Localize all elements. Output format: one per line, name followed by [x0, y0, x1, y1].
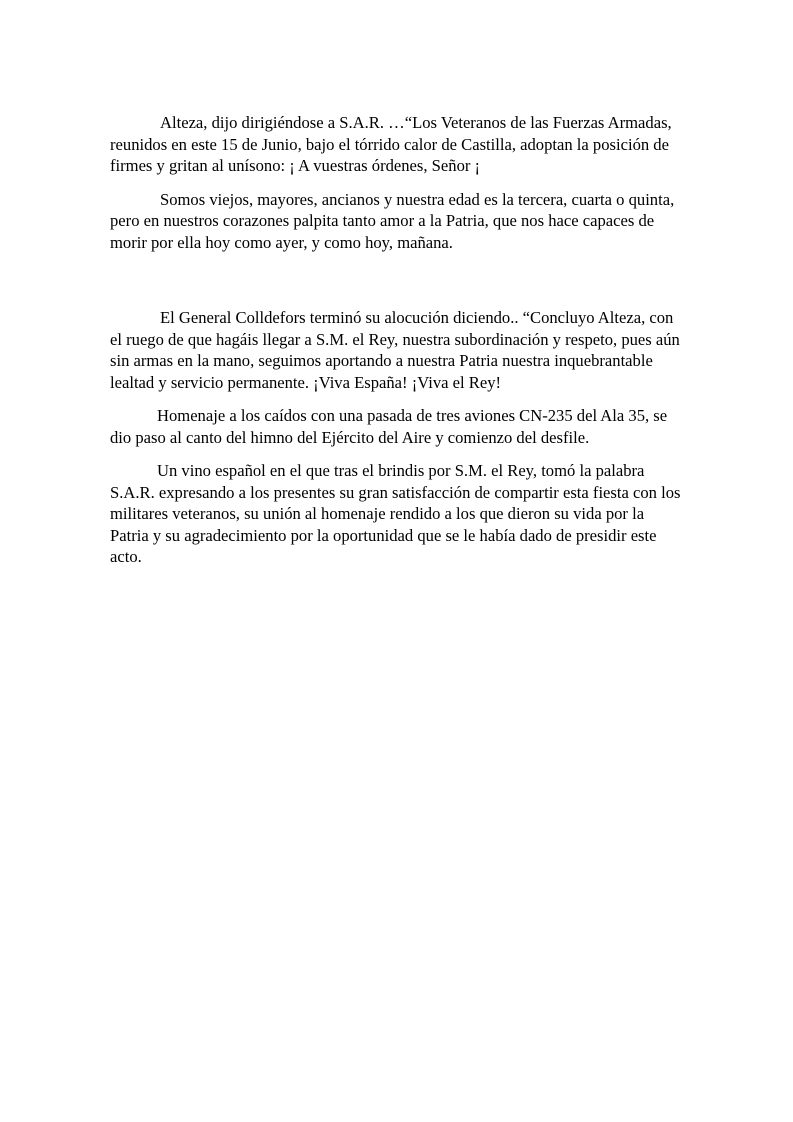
paragraph-general-closing: El General Colldefors terminó su alocución diciendo.. “Concluyo Alteza, con el ruego de que hagáis llegar a S.M. el Rey, nuestra subordinación y respeto, pues aún sin armas en la mano, seguimos aportando a nuestra Patria nuestra inquebrantable lealtad y servicio permanente. ¡Viva España! ¡Viva el Rey!: [110, 308, 680, 392]
paragraph-tribute-flyover: Homenaje a los caídos con una pasada de tres aviones CN-235 del Ala 35, se dio paso al canto del himno del Ejército del Aire y comienzo del desfile.: [110, 406, 668, 447]
paragraph-reception: Un vino español en el que tras el brindis por S.M. el Rey, tomó la palabra S.A.R. expresando a los presentes su gran satisfacción de compartir esta fiesta con los militares veteranos, su unión al homenaje rendido a los que dieron su vida por la Patria y su agradecimiento por la oportunidad que se le había dado de presidir este acto.: [110, 461, 681, 566]
paragraph-veterans-age: Somos viejos, mayores, ancianos y nuestra edad es la tercera, cuarta o quinta, pero en nuestros corazones palpita tanto amor a la Patria, que nos hace capaces de morir por ella hoy como ayer, y como hoy, mañana.: [110, 189, 675, 252]
paragraph-alteza-greeting: Alteza, dijo dirigiéndose a S.A.R. …“Los Veteranos de las Fuerzas Armadas, reunidos en este 15 de Junio, bajo el tórrido calor de Castilla, adoptan la posición de firmes y gritan al unísono: ¡ A vuestras órdenes, Señor ¡: [110, 113, 672, 175]
document-page: [110, 112, 685, 568]
